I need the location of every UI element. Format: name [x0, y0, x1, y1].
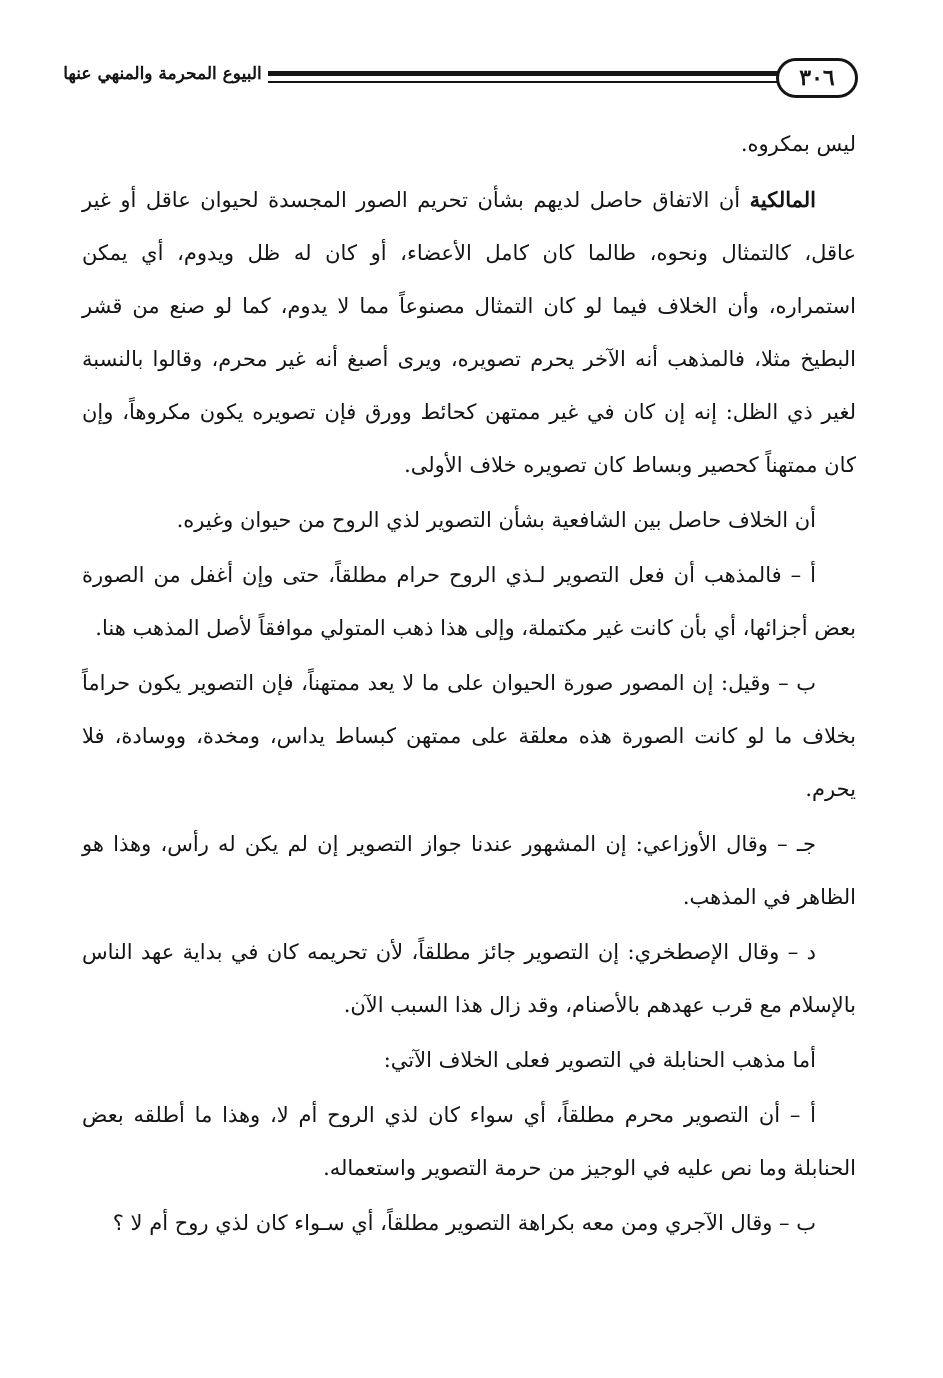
paragraph-text: ب – وقيل: إن المصور صورة الحيوان على ما لا يعد ممتهناً، فإن التصوير يكون حراماً بخلاف ما لو كانت الصورة هذه معلقة على ممتهن كبساط يداس، ومخدة، ووسادة، فلا يحرم. [82, 671, 856, 801]
paragraph [82, 818, 856, 924]
paragraph-text: أن الخلاف حاصل بين الشافعية بشأن التصوير لذي الروح من حيوان وغيره. [176, 508, 816, 532]
paragraph-text: جـ – وقال الأوزاعي: إن المشهور عندنا جواز التصوير إن لم يكن له رأس، وهذا هو الظاهر في المذهب. [82, 832, 856, 909]
header-rule-thin [268, 81, 788, 83]
paragraph [82, 1197, 856, 1250]
paragraph [82, 926, 856, 1032]
header-rule [268, 71, 788, 87]
header-rule-thick [268, 71, 788, 76]
paragraph-lead: المالكية [749, 187, 816, 212]
body-text [82, 118, 856, 1252]
chapter-title: البيوع المحرمة والمنهي عنها [63, 64, 262, 84]
paragraph-text: أ – أن التصوير محرم مطلقاً، أي سواء كان لذي الروح أم لا، وهذا ما أطلقه بعض الحنابلة وما نص عليه في الوجيز من حرمة التصوير واستعماله. [82, 1103, 856, 1180]
paragraph-text: أ – فالمذهب أن فعل التصوير لـذي الروح حرام مطلقاً، حتى وإن أغفل من الصورة بعض أجزائها، أي بأن كانت غير مكتملة، وإلى هذا ذهب المتولي موافقاً لأصل المذهب هنا. [82, 563, 856, 640]
paragraph [82, 657, 856, 816]
paragraph [82, 1089, 856, 1195]
paragraph [82, 549, 856, 655]
paragraph-text: د – وقال الإصطخري: إن التصوير جائز مطلقاً، لأن تحريمه كان في بداية عهد الناس بالإسلام مع قرب عهدهم بالأصنام، وقد زال هذا السبب الآن. [82, 940, 856, 1017]
paragraph [82, 118, 856, 171]
paragraph [82, 173, 856, 492]
paragraph-text: ب – وقال الآجري ومن معه بكراهة التصوير مطلقاً، أي سـواء كان لذي روح أم لا ؟ [112, 1211, 816, 1235]
paragraph-text: أما مذهب الحنابلة في التصوير فعلى الخلاف الآتي: [383, 1048, 816, 1072]
paragraph-text: أن الاتفاق حاصل لديهم بشأن تحريم الصور المجسدة لحيوان عاقل أو غير عاقل، كالتمثال ونحوه، طالما كان كامل الأعضاء، أو كان له ظل ويدوم، أي يمكن استمراره، وأن الخلاف فيما لو كان التمثال مصنوعاً مما لا يدوم، كما لو صنع من قشر البطيخ مثلا، فالمذهب أنه الآخر يحرم تصويره، ويرى أصبغ أنه غير محرم، وقالوا بالنسبة لغير ذي الظل: إنه إن كان في غير ممتهن كحائط وورق فإن تصويره يكون مكروهاً، وإن كان ممتهناً كحصير وبساط كان تصويره خلاف الأولى. [82, 188, 856, 477]
paragraph [82, 1034, 856, 1087]
paragraph [82, 494, 856, 547]
page-number: ٣٠٦ [776, 58, 858, 98]
running-header [60, 58, 860, 102]
paragraph-text: ليس بمكروه. [740, 132, 856, 156]
